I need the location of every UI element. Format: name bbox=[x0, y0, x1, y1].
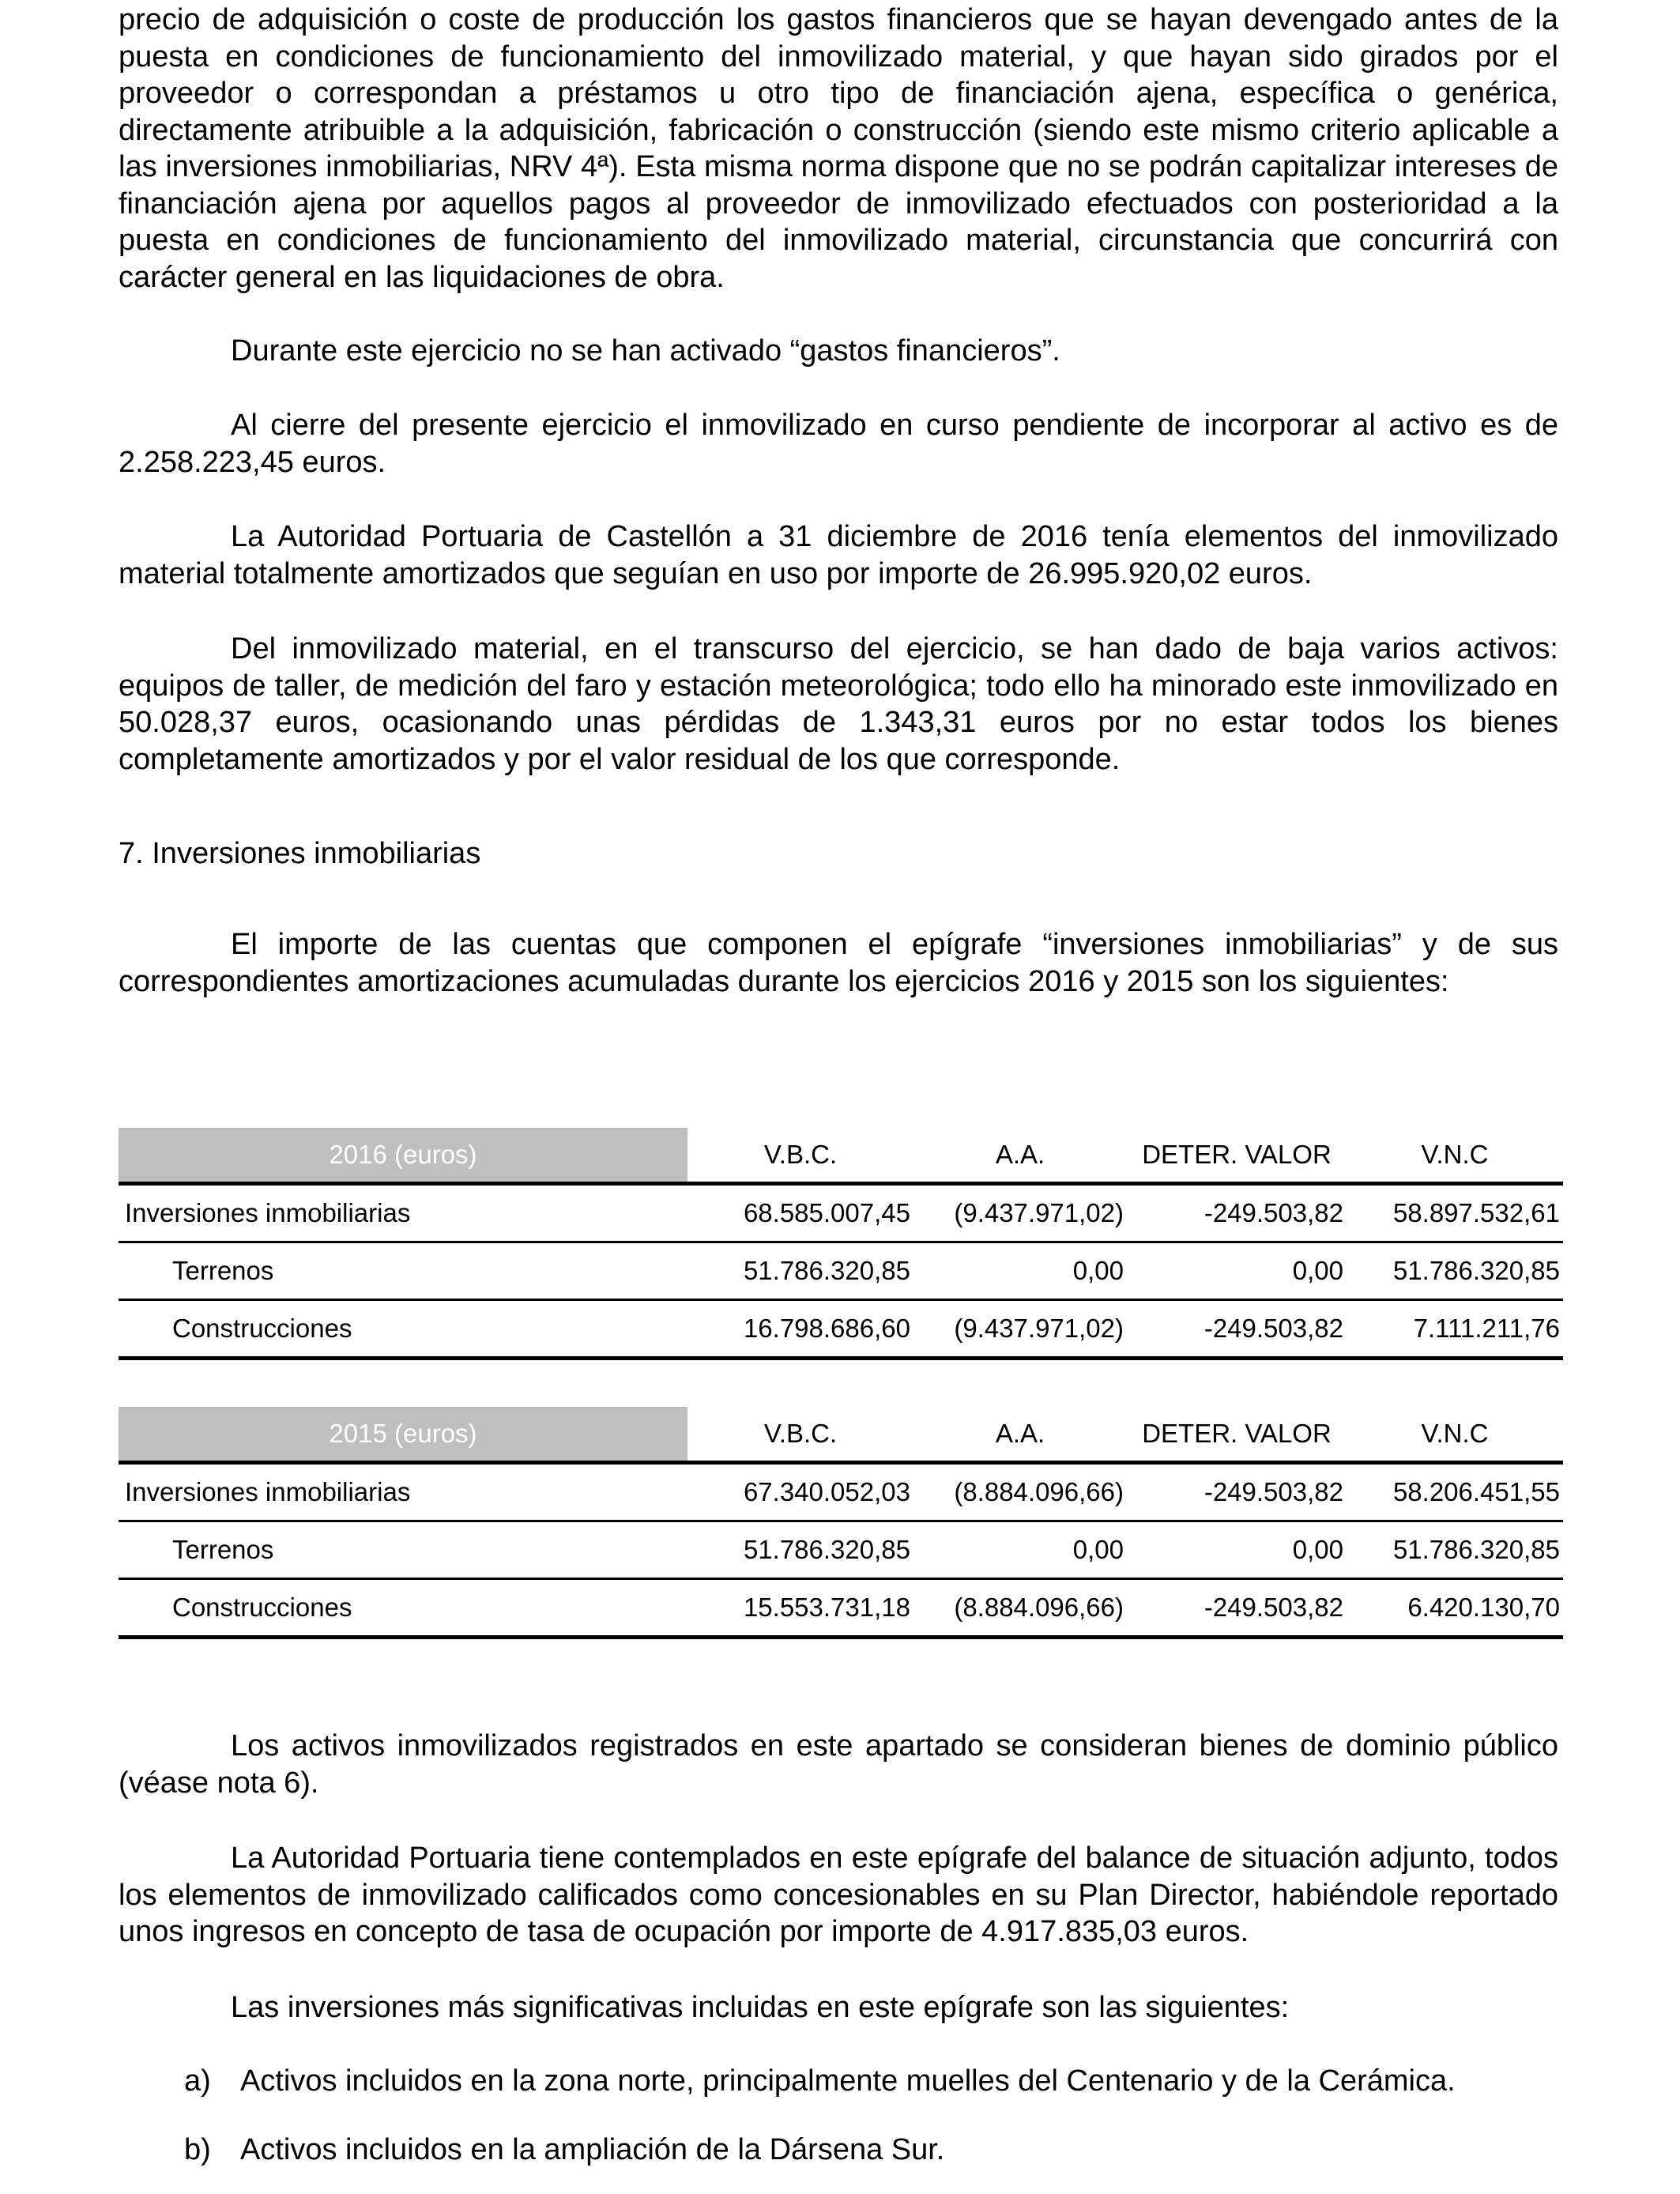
row-label: Inversiones inmobiliarias bbox=[125, 1198, 411, 1227]
cell-vnc: 51.786.320,85 bbox=[1392, 1535, 1560, 1564]
cell-vnc: 58.206.451,55 bbox=[1392, 1477, 1560, 1506]
column-header-vnc: V.N.C bbox=[1421, 1140, 1489, 1169]
list-marker: b) bbox=[184, 2133, 211, 2166]
cell-vbc: 51.786.320,85 bbox=[743, 1256, 910, 1285]
paragraph-financial-costs: precio de adquisición o coste de producción los gastos financieros que se hayan devengado antes de la puesta en condiciones de funcionamiento del inmovilizado material, y que hayan sido girados por el proveedor o correspondan a préstamos u otro tipo de financiación ajena, específica o genérica, directamente atribuible a la adquisición, fabricación o construcción (siendo este mismo criterio aplicable a las inversiones inmobiliarias, NRV 4ª). Esta misma norma dispone que no se podrán capitalizar intereses de financiación ajena por aquellos pagos al proveedor de inmovilizado efectuados con posterioridad a la puesta en condiciones de funcionamiento del inmovilizado material, circunstancia que concurrirá con carácter general en las liquidaciones de obra. bbox=[119, 3, 1558, 294]
cell-vnc: 7.111.211,76 bbox=[1413, 1314, 1560, 1343]
year-label: 2016 (euros) bbox=[119, 1128, 687, 1184]
cell-aa: 0,00 bbox=[1072, 1256, 1124, 1285]
row-label: Inversiones inmobiliarias bbox=[125, 1477, 411, 1506]
year-label: 2015 (euros) bbox=[119, 1407, 687, 1463]
cell-vbc: 16.798.686,60 bbox=[743, 1314, 910, 1343]
cell-deter: -249.503,82 bbox=[1203, 1314, 1343, 1343]
cell-vbc: 15.553.731,18 bbox=[743, 1593, 910, 1622]
table-row bbox=[119, 1521, 1563, 1579]
cell-vnc: 58.897.532,61 bbox=[1392, 1198, 1560, 1227]
paragraph-concession-revenue: La Autoridad Portuaria tiene contemplados en este epígrafe del balance de situación adjunto, todos los elementos de inmovilizado calificados como concesionables en su Plan Director, habiéndole reportado unos ingresos en concepto de tasa de ocupación por importe de 4.917.835,03 euros. bbox=[119, 1842, 1558, 1948]
paragraph-assets-in-progress: Al cierre del presente ejercicio el inmovilizado en curso pendiente de incorporar al activo es de 2.258.223,45 euros. bbox=[119, 409, 1558, 479]
cell-aa: (8.884.096,66) bbox=[954, 1477, 1124, 1506]
table-row bbox=[119, 1463, 1563, 1521]
row-label: Construcciones bbox=[172, 1314, 352, 1343]
column-header-aa: A.A. bbox=[995, 1140, 1045, 1169]
table-header-row bbox=[119, 1407, 1563, 1463]
table-row bbox=[119, 1579, 1563, 1638]
cell-deter: 0,00 bbox=[1292, 1256, 1343, 1285]
cell-aa: (9.437.971,02) bbox=[954, 1198, 1124, 1227]
section-heading-inversiones-inmobiliarias: 7. Inversiones inmobiliarias bbox=[119, 837, 481, 870]
cell-vbc: 67.340.052,03 bbox=[743, 1477, 910, 1506]
column-header-deter-valor: DETER. VALOR bbox=[1142, 1140, 1332, 1169]
table-2016 bbox=[119, 1128, 1563, 1360]
cell-deter: -249.503,82 bbox=[1203, 1198, 1343, 1227]
cell-aa: (8.884.096,66) bbox=[954, 1593, 1124, 1622]
row-label: Construcciones bbox=[172, 1593, 352, 1622]
list-item-text: Activos incluidos en la zona norte, principalmente muelles del Centenario y de la Cerámica. bbox=[240, 2064, 1456, 2098]
list-marker: a) bbox=[184, 2064, 211, 2098]
cell-vnc: 6.420.130,70 bbox=[1407, 1593, 1560, 1622]
list-item bbox=[184, 2132, 944, 2168]
table-row bbox=[119, 1242, 1563, 1300]
paragraph-public-domain: Los activos inmovilizados registrados en este apartado se consideran bienes de dominio público (véase nota 6). bbox=[119, 1729, 1558, 1800]
cell-deter: 0,00 bbox=[1292, 1535, 1343, 1564]
cell-vnc: 51.786.320,85 bbox=[1392, 1256, 1560, 1285]
cell-deter: -249.503,82 bbox=[1203, 1593, 1343, 1622]
list-item bbox=[184, 2063, 1456, 2099]
table-header-row bbox=[119, 1128, 1563, 1184]
paragraph-table-intro: El importe de las cuentas que componen el epígrafe “inversiones inmobiliarias” y de sus correspondientes amortizaciones acumuladas durante los ejercicios 2016 y 2015 son los siguientes: bbox=[119, 928, 1558, 998]
cell-vbc: 68.585.007,45 bbox=[743, 1198, 910, 1227]
table-row bbox=[119, 1300, 1563, 1359]
column-header-vnc: V.N.C bbox=[1421, 1419, 1489, 1448]
row-label: Terrenos bbox=[172, 1535, 274, 1564]
cell-aa: (9.437.971,02) bbox=[954, 1314, 1124, 1343]
paragraph-disposals: Del inmovilizado material, en el transcurso del ejercicio, se han dado de baja varios activos: equipos de taller, de medición del faro y estación meteorológica; todo ello ha minorado este inmovilizado en 50.028,37 euros, ocasionando unas pérdidas de 1.343,31 euros por no estar todos los bienes completamente amortizados y por el valor residual de los que corresponde. bbox=[119, 632, 1558, 776]
paragraph-fully-amortized: La Autoridad Portuaria de Castellón a 31 diciembre de 2016 tenía elementos del inmovilizado material totalmente amortizados que seguían en uso por importe de 26.995.920,02 euros. bbox=[119, 520, 1558, 590]
row-label: Terrenos bbox=[172, 1256, 274, 1285]
cell-vbc: 51.786.320,85 bbox=[743, 1535, 910, 1564]
paragraph-significant-investments: Las inversiones más significativas incluidas en este epígrafe son las siguientes: bbox=[231, 1991, 1290, 2024]
column-header-vbc: V.B.C. bbox=[763, 1419, 838, 1448]
list-item-text: Activos incluidos en la ampliación de la Dársena Sur. bbox=[240, 2133, 945, 2166]
paragraph-no-financial-costs: Durante este ejercicio no se han activado “gastos financieros”. bbox=[231, 334, 1060, 368]
column-header-aa: A.A. bbox=[995, 1419, 1045, 1448]
cell-aa: 0,00 bbox=[1072, 1535, 1124, 1564]
cell-deter: -249.503,82 bbox=[1203, 1477, 1343, 1506]
column-header-deter-valor: DETER. VALOR bbox=[1142, 1419, 1332, 1448]
table-2015 bbox=[119, 1407, 1563, 1639]
column-header-vbc: V.B.C. bbox=[763, 1140, 838, 1169]
table-row bbox=[119, 1184, 1563, 1242]
